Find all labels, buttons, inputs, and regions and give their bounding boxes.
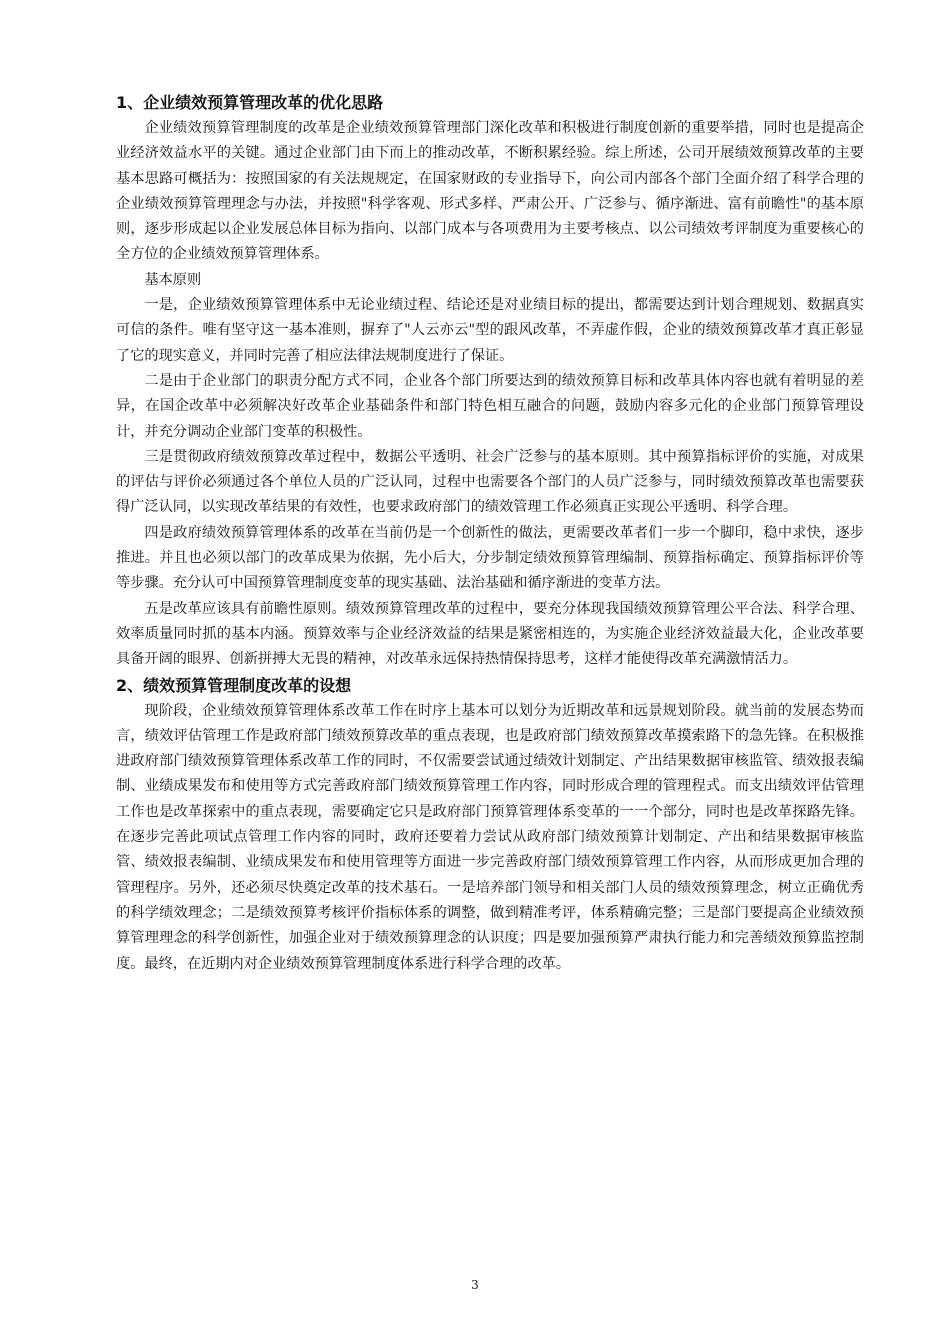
paragraph: 三是贯彻政府绩效预算改革过程中，数据公平透明、社会广泛参与的基本原则。其中预算指标评价的实施，对成果的评估与评价必须通过各个单位人员的广泛认同，过程中也需要各个部门的人员广泛参与，同时绩效预算改革也需要获得广泛认同，以实现改革结果的有效性，也要求政府部门的绩效管理工作必须真正实现公平透明、科学合理。 xyxy=(116,448,864,516)
paragraph: 一是，企业绩效预算管理体系中无论业绩过程、结论还是对业绩目标的提出，都需要达到计划合理规划、数据真实可信的条件。唯有坚守这一基本准则，摒弃了"人云亦云"型的跟风改革，不弄虚作假，企业的绩效预算改革才真正彰显了它的现实意义，并同时完善了相应法律法规制度进行了保证。 xyxy=(116,297,864,364)
section-heading-1: 1、企业绩效预算管理改革的优化思路 xyxy=(116,93,384,112)
paragraph: 四是政府绩效预算管理体系的改革在当前仍是一个创新性的做法，更需要改革者们一步一个脚印，稳中求快，逐步推进。并且也必须以部门的改革成果为依据，先小后大，分步制定绩效预算管理编制、预算指标确定、预算指标评价等等步骤。充分认可中国预算管理制度变革的现实基础、法治基础和循序渐进的变革方法。 xyxy=(116,524,864,592)
document-body xyxy=(116,90,864,977)
section-heading-2: 2、绩效预算管理制度改革的设想 xyxy=(116,675,352,695)
paragraph: 现阶段，企业绩效预算管理体系改革工作在时序上基本可以划分为近期改革和远景规划阶段。就当前的发展态势而言，绩效评估管理工作是政府部门绩效预算改革的重点表现，也是政府部门绩效预算改革摸索路下的急先锋。在积极推进政府部门绩效预算管理体系改革工作的同时，不仅需要尝试通过绩效计划制定、产出结果数据审核监管、绩效报表编制、业绩成果发布和使用等方式完善政府部门绩效预算管理工作内容，同时形成合理的管理程式。而支出绩效评估管理工作也是改革探索中的重点表现，需要确定它只是政府部门预算管理体系变革的一一个部分，同时也是改革探路先锋。在逐步完善此项试点管理工作内容的同时，政府还要着力尝试从政府部门绩效预算计划制定、产出和结果数据审核监管、绩效报表编制、业绩成果发布和使用管理等方面进一步完善政府部门绩效预算管理工作内容，从而形成更加合理的管理程序。另外，还必须尽快奠定改革的技术基石。一是培养部门领导和相关部门人员的绩效预算理念，树立正确优秀的科学绩效理念；二是绩效预算考核评价指标体系的调整，做到精准考评，体系精确完整；三是部门要提高企业绩效预算管理理念的科学创新性，加强企业对于绩效预算理念的认识度；四是要加强预算严肃执行能力和完善绩效预算监控制度。最终，在近期内对企业绩效预算管理制度体系进行科学合理的改革。 xyxy=(116,702,864,972)
subheading-basic-principles: 基本原则 xyxy=(144,271,202,288)
paragraph: 二是由于企业部门的职责分配方式不同，企业各个部门所要达到的绩效预算目标和改革具体内容也就有着明显的差异，在国企改革中必须解决好改革企业基础条件和部门特色相互融合的问题，鼓励内容多元化的企业部门预算管理设计，并充分调动企业部门变革的积极性。 xyxy=(116,372,864,440)
page-number: 3 xyxy=(471,1278,479,1292)
paragraph: 五是改革应该具有前瞻性原则。绩效预算管理改革的过程中，要充分体现我国绩效预算管理公平合法、科学合理、效率质量同时抓的基本内涵。预算效率与企业经济效益的结果是紧密相连的，为实施企业经济效益最大化，企业改革要具备开阔的眼界、创新拼搏大无畏的精神，对改革永远保持热情保持思考，这样才能使得改革充满激情活力。 xyxy=(116,600,864,668)
paragraph: 企业绩效预算管理制度的改革是企业绩效预算管理部门深化改革和积极进行制度创新的重要举措，同时也是提高企业经济效益水平的关键。通过企业部门由下而上的推动改革，不断积累经验。综上所述，公司开展绩效预算改革的主要基本思路可概括为：按照国家的有关法规规定，在国家财政的专业指导下，向公司内部各个部门全面介绍了科学合理的企业绩效预算管理理念与办法，并按照"科学客观、形式多样、严肃公开、广泛参与、循序渐进、富有前瞻性"的基本原则，逐步形成起以企业发展总体目标为指向、以部门成本与各项费用为主要考核点、以公司绩效考评制度为重要核心的全方位的企业绩效预算管理体系。 xyxy=(116,120,864,263)
